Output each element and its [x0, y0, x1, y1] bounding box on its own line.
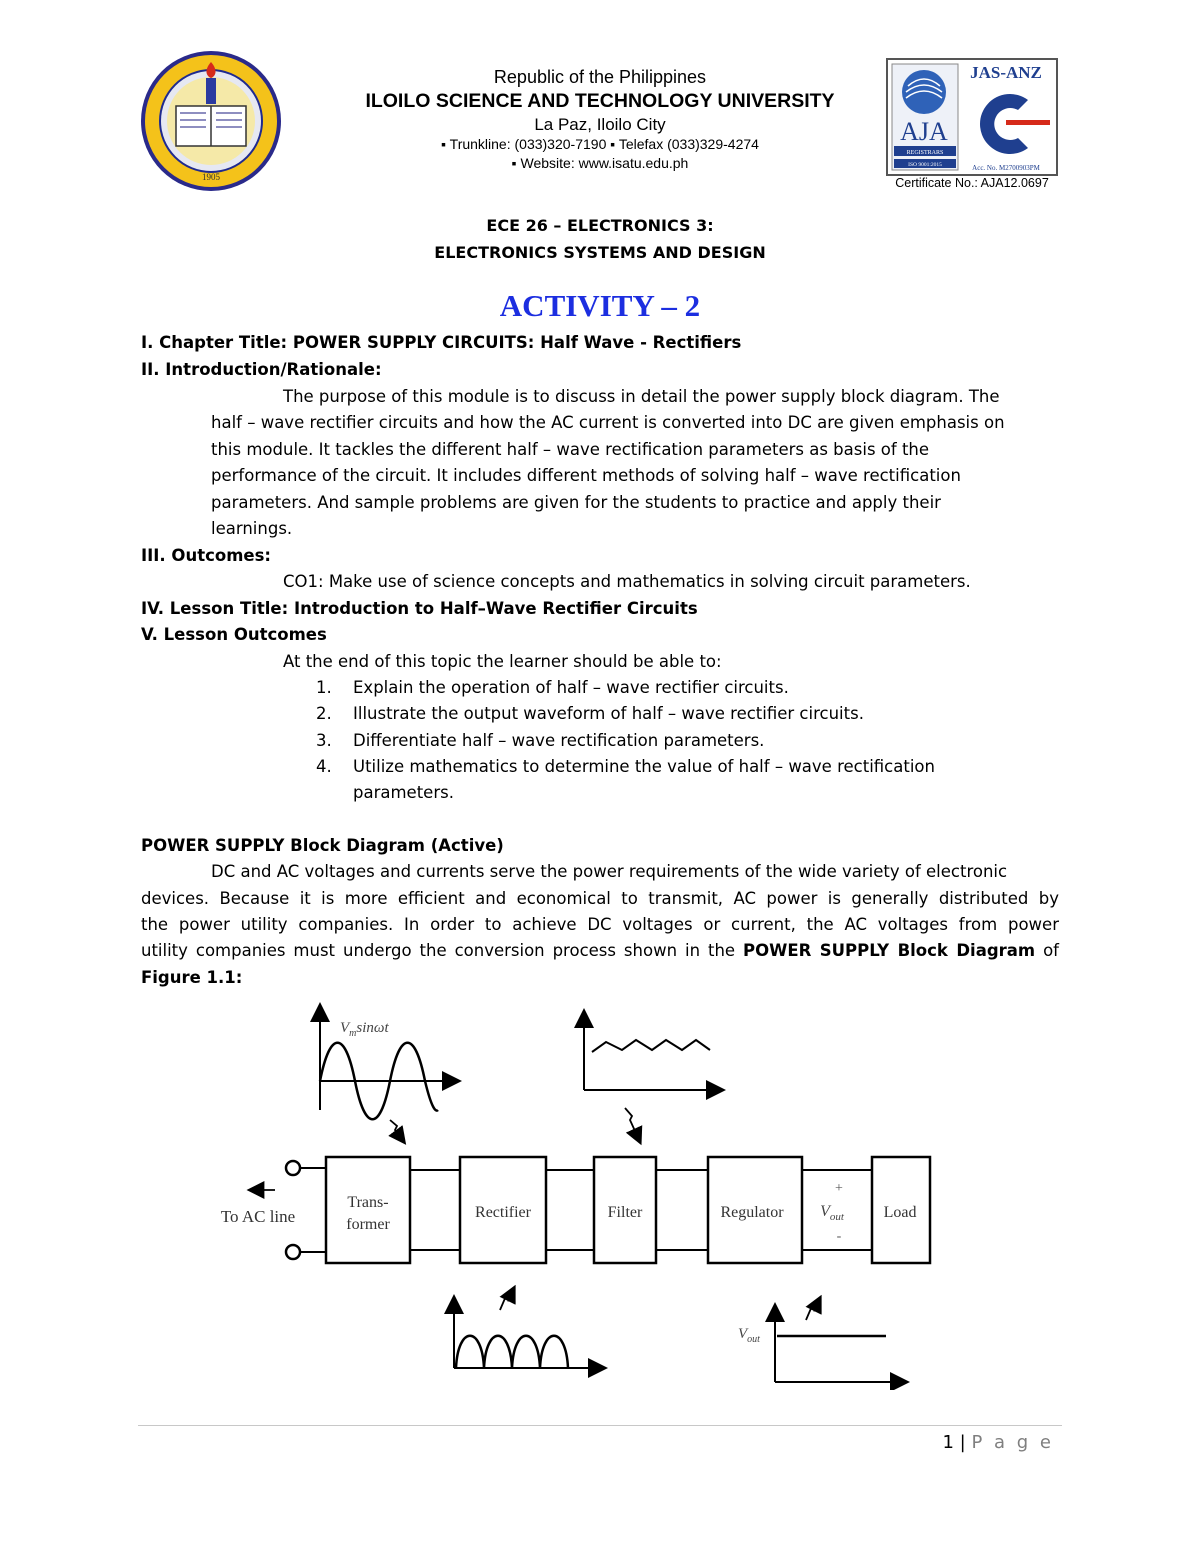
aja-label: AJA: [900, 117, 948, 146]
certificate-number: Certificate No.: AJA12.0697: [895, 176, 1049, 190]
trunkline-line: ▪ Trunkline: (033)320-7190 ▪ Telefax (033)329-4274: [441, 136, 759, 152]
regulator-label: Regulator: [720, 1204, 784, 1221]
co1-line: [283, 569, 971, 596]
vm-label: $V_m\sin\omega t$: [340, 1020, 389, 1039]
course-line-1: ECE 26 – ELECTRONICS 3:: [486, 216, 714, 235]
jas-anz-label: JAS-ANZ: [970, 63, 1042, 82]
activity-title: ACTIVITY – 2: [499, 288, 701, 323]
page-number: 1: [942, 1432, 954, 1453]
page-separator: |: [959, 1432, 966, 1453]
course-line-2: ELECTRONICS SYSTEMS AND DESIGN: [434, 243, 766, 262]
transformer-label-2: former: [346, 1216, 390, 1233]
ps-line-3: the power utility companies. In order to achieve DC voltages or current, the AC voltages from power: [141, 915, 1059, 934]
certification-logo: [886, 58, 1058, 192]
acc-label: Acc. No. M2700903PM: [972, 164, 1040, 172]
co1-label: CO1:: [283, 572, 324, 591]
power-supply-heading: POWER SUPPLY Block Diagram (Active): [141, 836, 504, 855]
rectified-waveform: [454, 1288, 604, 1368]
filtered-waveform: [584, 1012, 722, 1142]
university-name: ILOILO SCIENCE AND TECHNOLOGY UNIVERSITY: [365, 90, 835, 112]
rectifier-label: Rectifier: [475, 1204, 531, 1221]
ac-sine-waveform: [320, 1006, 458, 1142]
ps-line-1: DC and AC voltages and currents serve the power requirements of the wide variety of electronic: [211, 862, 1008, 881]
intro-line-2: half – wave rectifier circuits and how the AC current is converted into DC are given emphasis on: [211, 413, 1005, 432]
figure-reference: Figure 1.1:: [141, 968, 243, 987]
lesson-title: IV. Lesson Title: Introduction to Half–Wave Rectifier Circuits: [141, 599, 698, 618]
regulated-output-waveform: [738, 1298, 906, 1382]
filter-label: Filter: [607, 1204, 643, 1221]
vout-plus: +: [835, 1181, 843, 1196]
page-word: P a g e: [971, 1432, 1054, 1453]
intro-line-5: parameters. And sample problems are given for the students to practice and apply their: [211, 493, 941, 512]
power-supply-diagram: [200, 995, 940, 1390]
outcomes-label: III. Outcomes:: [141, 546, 272, 565]
lesson-outcomes-label: V. Lesson Outcomes: [141, 625, 327, 644]
vout-label-mid: $V_{out}$: [820, 1203, 844, 1223]
lesson-intro: At the end of this topic the learner should be able to:: [283, 652, 722, 671]
list-item: 4. Utilize mathematics to determine the value of half – wave rectification: [316, 757, 935, 776]
iso-label: ISO 9001:2015: [908, 162, 942, 168]
seal-year: 1905: [202, 172, 220, 182]
footer-rule: [138, 1425, 1062, 1426]
ps-line-2: devices. Because it is more efficient and economical to transmit, AC power is generally distributed by: [141, 889, 1059, 908]
intro-line-4: performance of the circuit. It includes different methods of solving half – wave rectification: [211, 466, 961, 485]
list-item: 1. Explain the operation of half – wave rectifier circuits.: [316, 678, 789, 697]
transformer-label-1: Trans-: [347, 1194, 389, 1211]
registrars-label: REGISTRARS: [906, 150, 944, 156]
ac-line-label: To AC line: [220, 1207, 296, 1226]
page-footer: [942, 1432, 1054, 1453]
location-line: La Paz, Iloilo City: [534, 115, 666, 134]
ac-terminal-top: [286, 1161, 300, 1175]
list-item: 3. Differentiate half – wave rectification parameters.: [316, 731, 765, 750]
load-label: Load: [883, 1204, 917, 1221]
list-item-continuation: parameters.: [353, 783, 454, 802]
chapter-title: I. Chapter Title: POWER SUPPLY CIRCUITS: Half Wave - Rectifiers: [141, 333, 742, 352]
ps-line-4: utility companies must undergo the conversion process shown in the POWER SUPPLY Block Diagram of: [141, 941, 1059, 960]
co1-text: Make use of science concepts and mathematics in solving circuit parameters.: [323, 572, 971, 591]
list-item: 2. Illustrate the output waveform of half – wave rectifier circuits.: [316, 704, 864, 723]
website-line: ▪ Website: www.isatu.edu.ph: [511, 155, 689, 171]
intro-line-1: The purpose of this module is to discuss in detail the power supply block diagram. The: [283, 387, 1000, 406]
republic-line: Republic of the Philippines: [493, 67, 707, 87]
intro-line-3: this module. It tackles the different half – wave rectification parameters as basis of the: [211, 440, 930, 459]
vout-minus: -: [836, 1229, 842, 1244]
ac-terminal-bottom: [286, 1245, 300, 1259]
vout-label-output: $V_{out}$: [738, 1326, 760, 1345]
intro-line-6: learnings.: [211, 519, 293, 538]
intro-label: II. Introduction/Rationale:: [141, 360, 382, 379]
